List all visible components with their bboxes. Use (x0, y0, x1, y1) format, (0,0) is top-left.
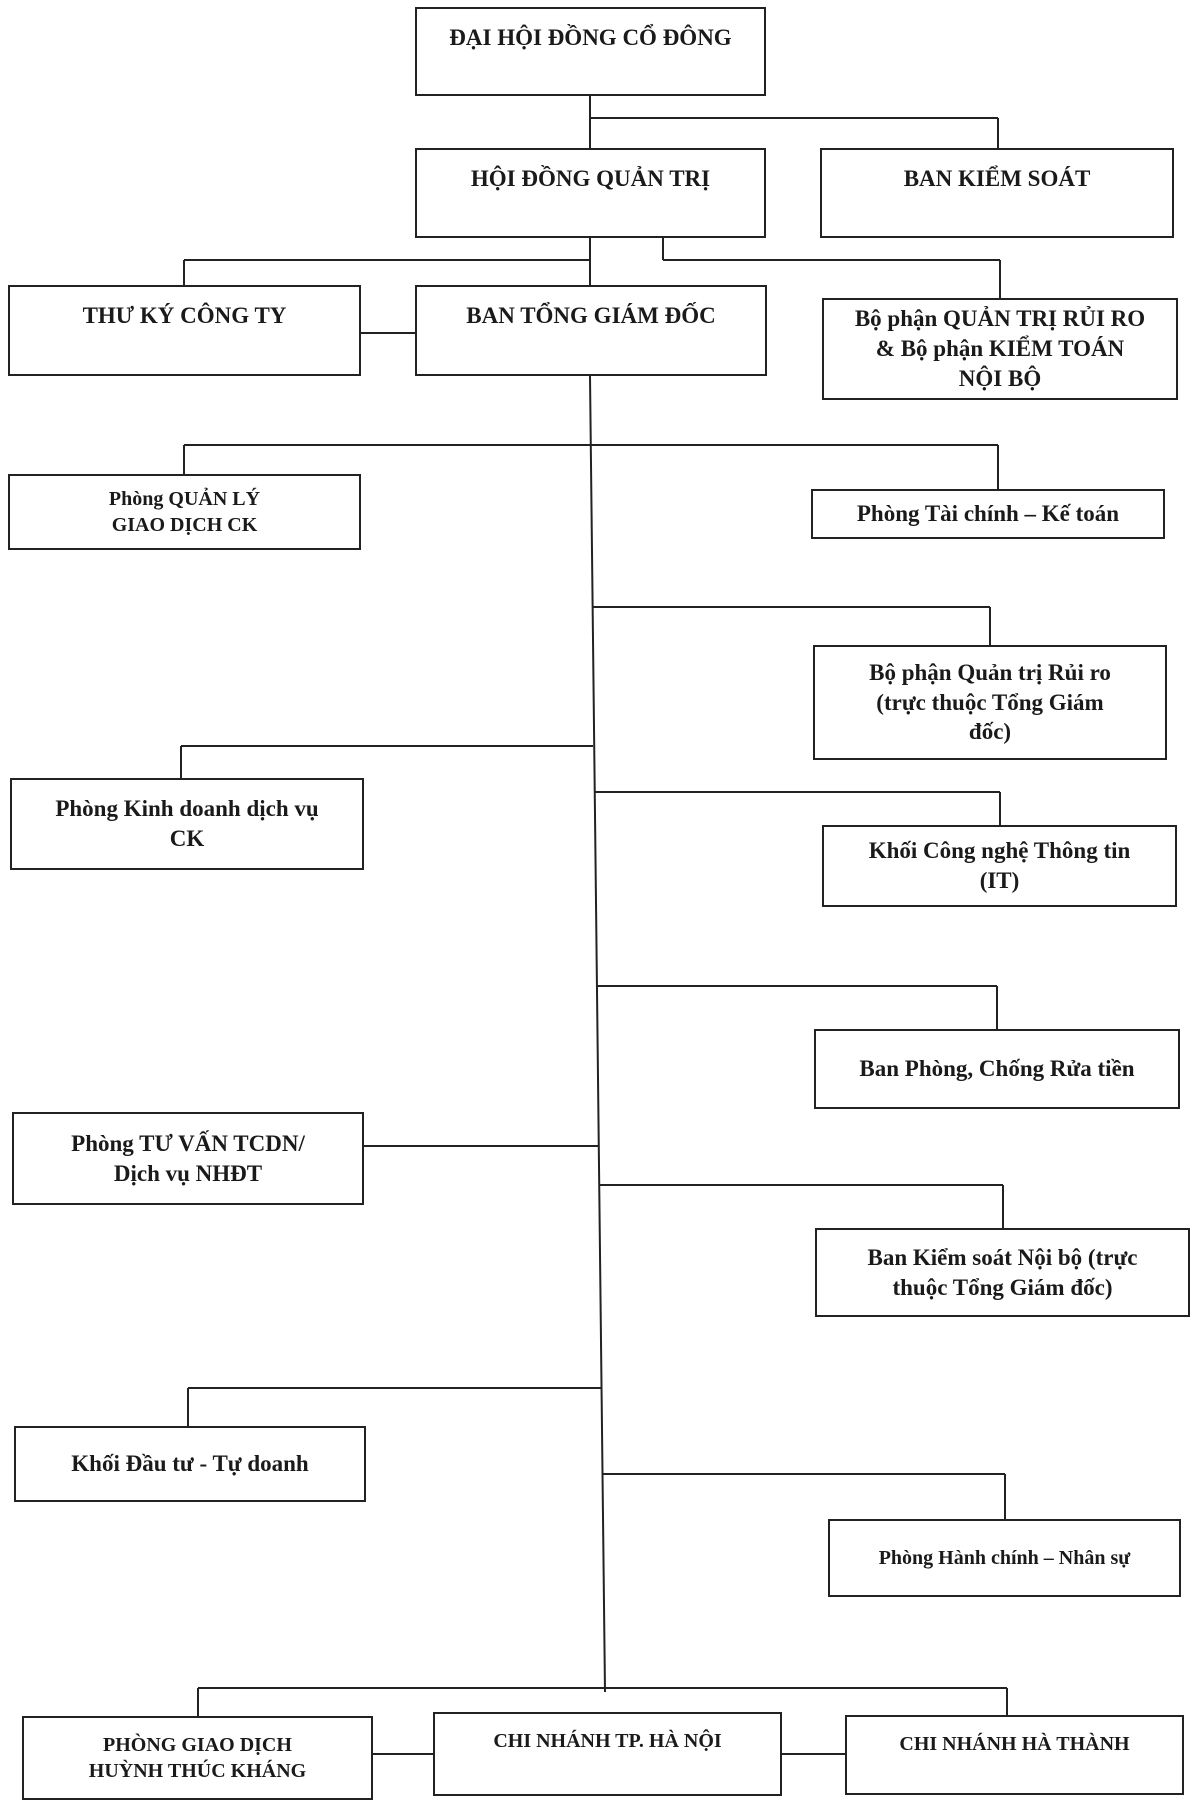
node-qtrr-ktnb (822, 298, 1178, 400)
node-phong-quan-ly-giao-dich (8, 474, 361, 550)
node-label: Khối Đầu tư - Tự doanh (71, 1451, 309, 1477)
node-label: ĐẠI HỘI ĐỒNG CỔ ĐÔNG (449, 25, 732, 50)
node-label: BAN KIỂM SOÁT (903, 166, 1091, 191)
node-bo-phan-quan-tri-rui-ro (813, 645, 1167, 760)
node-thu-ky-cong-ty (8, 285, 361, 376)
node-label: Phòng QUẢN LÝ GIAO DỊCH CK (108, 488, 261, 536)
node-label: Phòng TƯ VẤN TCDN/ Dịch vụ NHĐT (71, 1130, 305, 1186)
node-ban-kiem-soat-noi-bo (815, 1228, 1190, 1317)
node-label: THƯ KÝ CÔNG TY (82, 303, 287, 328)
node-label: PHÒNG GIAO DỊCH HUỲNH THÚC KHÁNG (88, 1734, 307, 1782)
node-label: HỘI ĐỒNG QUẢN TRỊ (470, 166, 711, 191)
node-phong-giao-dich-htk (22, 1716, 373, 1800)
node-label: Ban Kiểm soát Nội bộ (trực thuộc Tổng Giám đốc) (867, 1244, 1138, 1300)
node-dai-hoi-dong-co-dong (415, 7, 766, 96)
node-phong-tai-chinh-ke-toan (811, 489, 1165, 539)
node-ban-phong-chong-rua-tien (814, 1029, 1180, 1109)
node-label: Phòng Kinh doanh dịch vụ CK (55, 796, 319, 851)
node-label: Bộ phận Quản trị Rủi ro (trực thuộc Tổng Giám đốc) (869, 659, 1111, 745)
node-label: CHI NHÁNH HÀ THÀNH (899, 1733, 1130, 1755)
node-khoi-cong-nghe-thong-tin (822, 825, 1177, 907)
node-label: Phòng Hành chính – Nhân sự (878, 1547, 1131, 1569)
node-phong-tu-van-tcdn (12, 1112, 364, 1205)
node-label: Phòng Tài chính – Kế toán (856, 501, 1120, 527)
node-ban-tong-giam-doc (415, 285, 767, 376)
node-phong-kinh-doanh-dich-vu (10, 778, 364, 870)
node-ban-kiem-soat (820, 148, 1174, 238)
node-chi-nhanh-ha-thanh (845, 1715, 1184, 1795)
node-phong-hanh-chinh-nhan-su (828, 1519, 1181, 1597)
node-khoi-dau-tu-tu-doanh (14, 1426, 366, 1502)
node-label: CHI NHÁNH TP. HÀ NỘI (493, 1730, 722, 1752)
node-hoi-dong-quan-tri (415, 148, 766, 238)
node-chi-nhanh-tp-ha-noi (433, 1712, 782, 1796)
node-label: Ban Phòng, Chống Rửa tiền (859, 1056, 1135, 1082)
node-label: Khối Công nghệ Thông tin (IT) (868, 838, 1131, 893)
node-label: BAN TỔNG GIÁM ĐỐC (466, 303, 716, 328)
node-label: Bộ phận QUẢN TRỊ RỦI RO & Bộ phận KIỂM TOÁN NỘI BỘ (854, 306, 1146, 391)
